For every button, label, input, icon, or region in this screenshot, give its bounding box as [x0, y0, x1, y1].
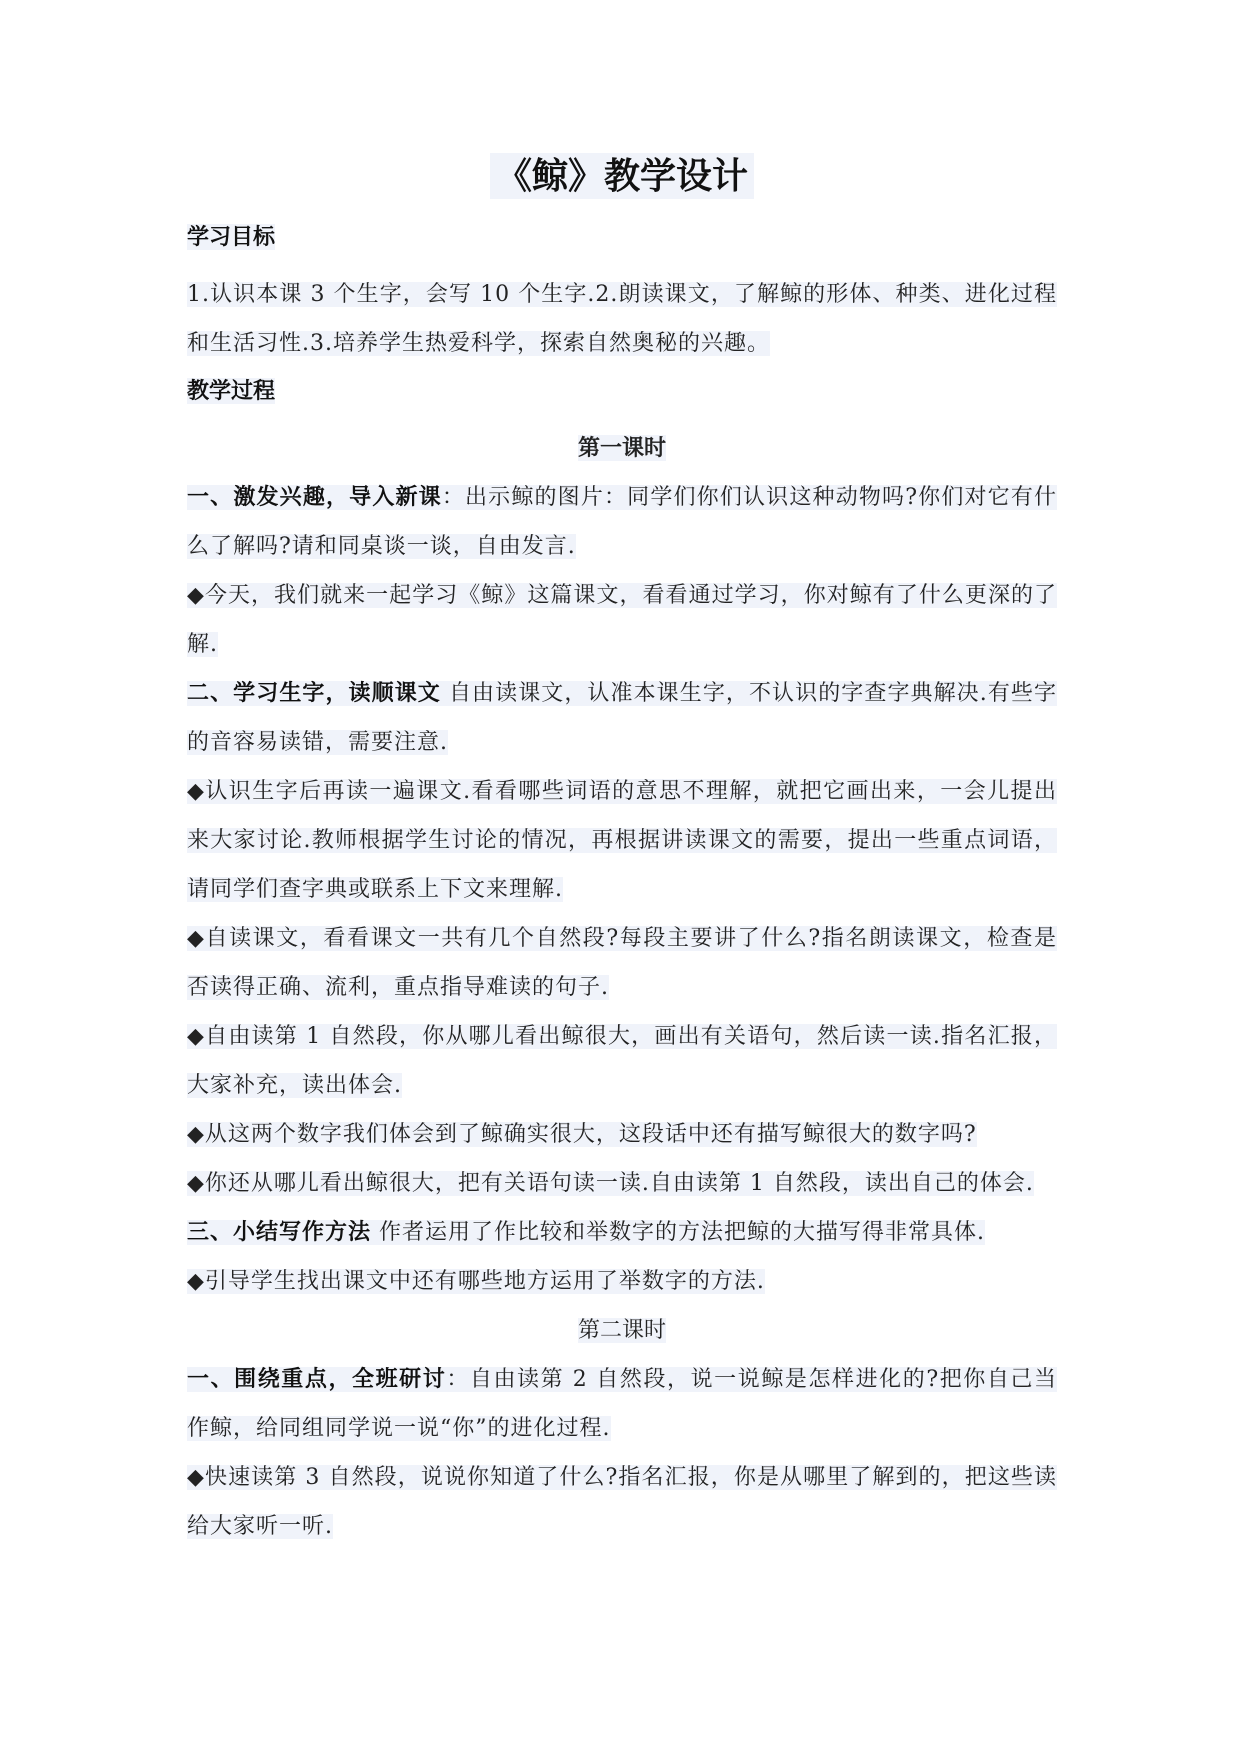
lesson1-paragraph-6: ◆自由读第 1 自然段，你从哪儿看出鲸很大，画出有关语句，然后读一读.指名汇报，大家补充，读出体会. [187, 1024, 1057, 1098]
lesson2-step1 [187, 1355, 1057, 1453]
lesson1-step2-text: 自由读课文，认准本课生字，不认识的字查字典解决.有些字的音容易读错，需要注意. [187, 681, 1057, 755]
title-block [187, 150, 1057, 202]
lesson1-paragraph-2: ◆今天，我们就来一起学习《鲸》这篇课文，看看通过学习，你对鲸有了什么更深的了解. [187, 583, 1057, 657]
lesson1-step1-text: ：出示鲸的图片：同学们你们认识这种动物吗?你们对它有什么了解吗?请和同桌谈一谈，自由发言. [187, 485, 1057, 559]
lesson1-paragraph-4: ◆认识生字后再读一遍课文.看看哪些词语的意思不理解，就把它画出来，一会儿提出来大家讨论.教师根据学生讨论的情况，再根据讲读课文的需要，提出一些重点词语，请同学们查字典或联系上下文来理解. [187, 779, 1057, 902]
lesson1-paragraph-5: ◆自读课文，看看课文一共有几个自然段?每段主要讲了什么?指名朗读课文，检查是否读得正确、流利，重点指导难读的句子. [187, 926, 1057, 1000]
lesson2-step1-text: ：自由读第 2 自然段，说一说鲸是怎样进化的?把你自己当作鲸，给同组同学说一说“你”的进化过程. [187, 1367, 1057, 1441]
process-heading: 教学过程 [187, 378, 276, 404]
lesson1-step3-text: 作者运用了作比较和举数字的方法把鲸的大描写得非常具体. [379, 1220, 986, 1245]
lesson1-step1-title: 一、激发兴趣，导入新课 [187, 484, 442, 510]
objectives-heading: 学习目标 [187, 224, 276, 250]
lesson1-heading: 第一课时 [577, 435, 666, 461]
lesson2-heading: 第二课时 [577, 1318, 666, 1343]
lesson1-step2 [187, 669, 1057, 767]
lesson2-paragraph-2: ◆快速读第 3 自然段，说说你知道了什么?指名汇报，你是从哪里了解到的，把这些读给大家听一听. [187, 1465, 1057, 1539]
lesson1-paragraph-10: ◆引导学生找出课文中还有哪些地方运用了举数字的方法. [187, 1269, 765, 1294]
lesson1-paragraph-8: ◆你还从哪儿看出鲸很大，把有关语句读一读.自由读第 1 自然段，读出自己的体会. [187, 1171, 1034, 1196]
lesson2-step1-title: 一、围绕重点，全班研讨 [187, 1366, 447, 1392]
lesson1-step2-title: 二、学习生字，读顺课文 [187, 680, 441, 706]
lesson1-step3 [187, 1208, 1057, 1257]
lesson1-paragraph-7: ◆从这两个数字我们体会到了鲸确实很大，这段话中还有描写鲸很大的数字吗? [187, 1122, 977, 1147]
lesson1-step1 [187, 473, 1057, 571]
document-page [187, 150, 1057, 1551]
document-title: 《鲸》教学设计 [490, 153, 754, 199]
lesson1-step3-title: 三、小结写作方法 [187, 1219, 372, 1245]
objectives-paragraph: 1.认识本课 3 个生字，会写 10 个生字.2.朗读课文，了解鲸的形体、种类、进化过程和生活习性.3.培养学生热爱科学，探索自然奥秘的兴趣。 [187, 282, 1057, 356]
